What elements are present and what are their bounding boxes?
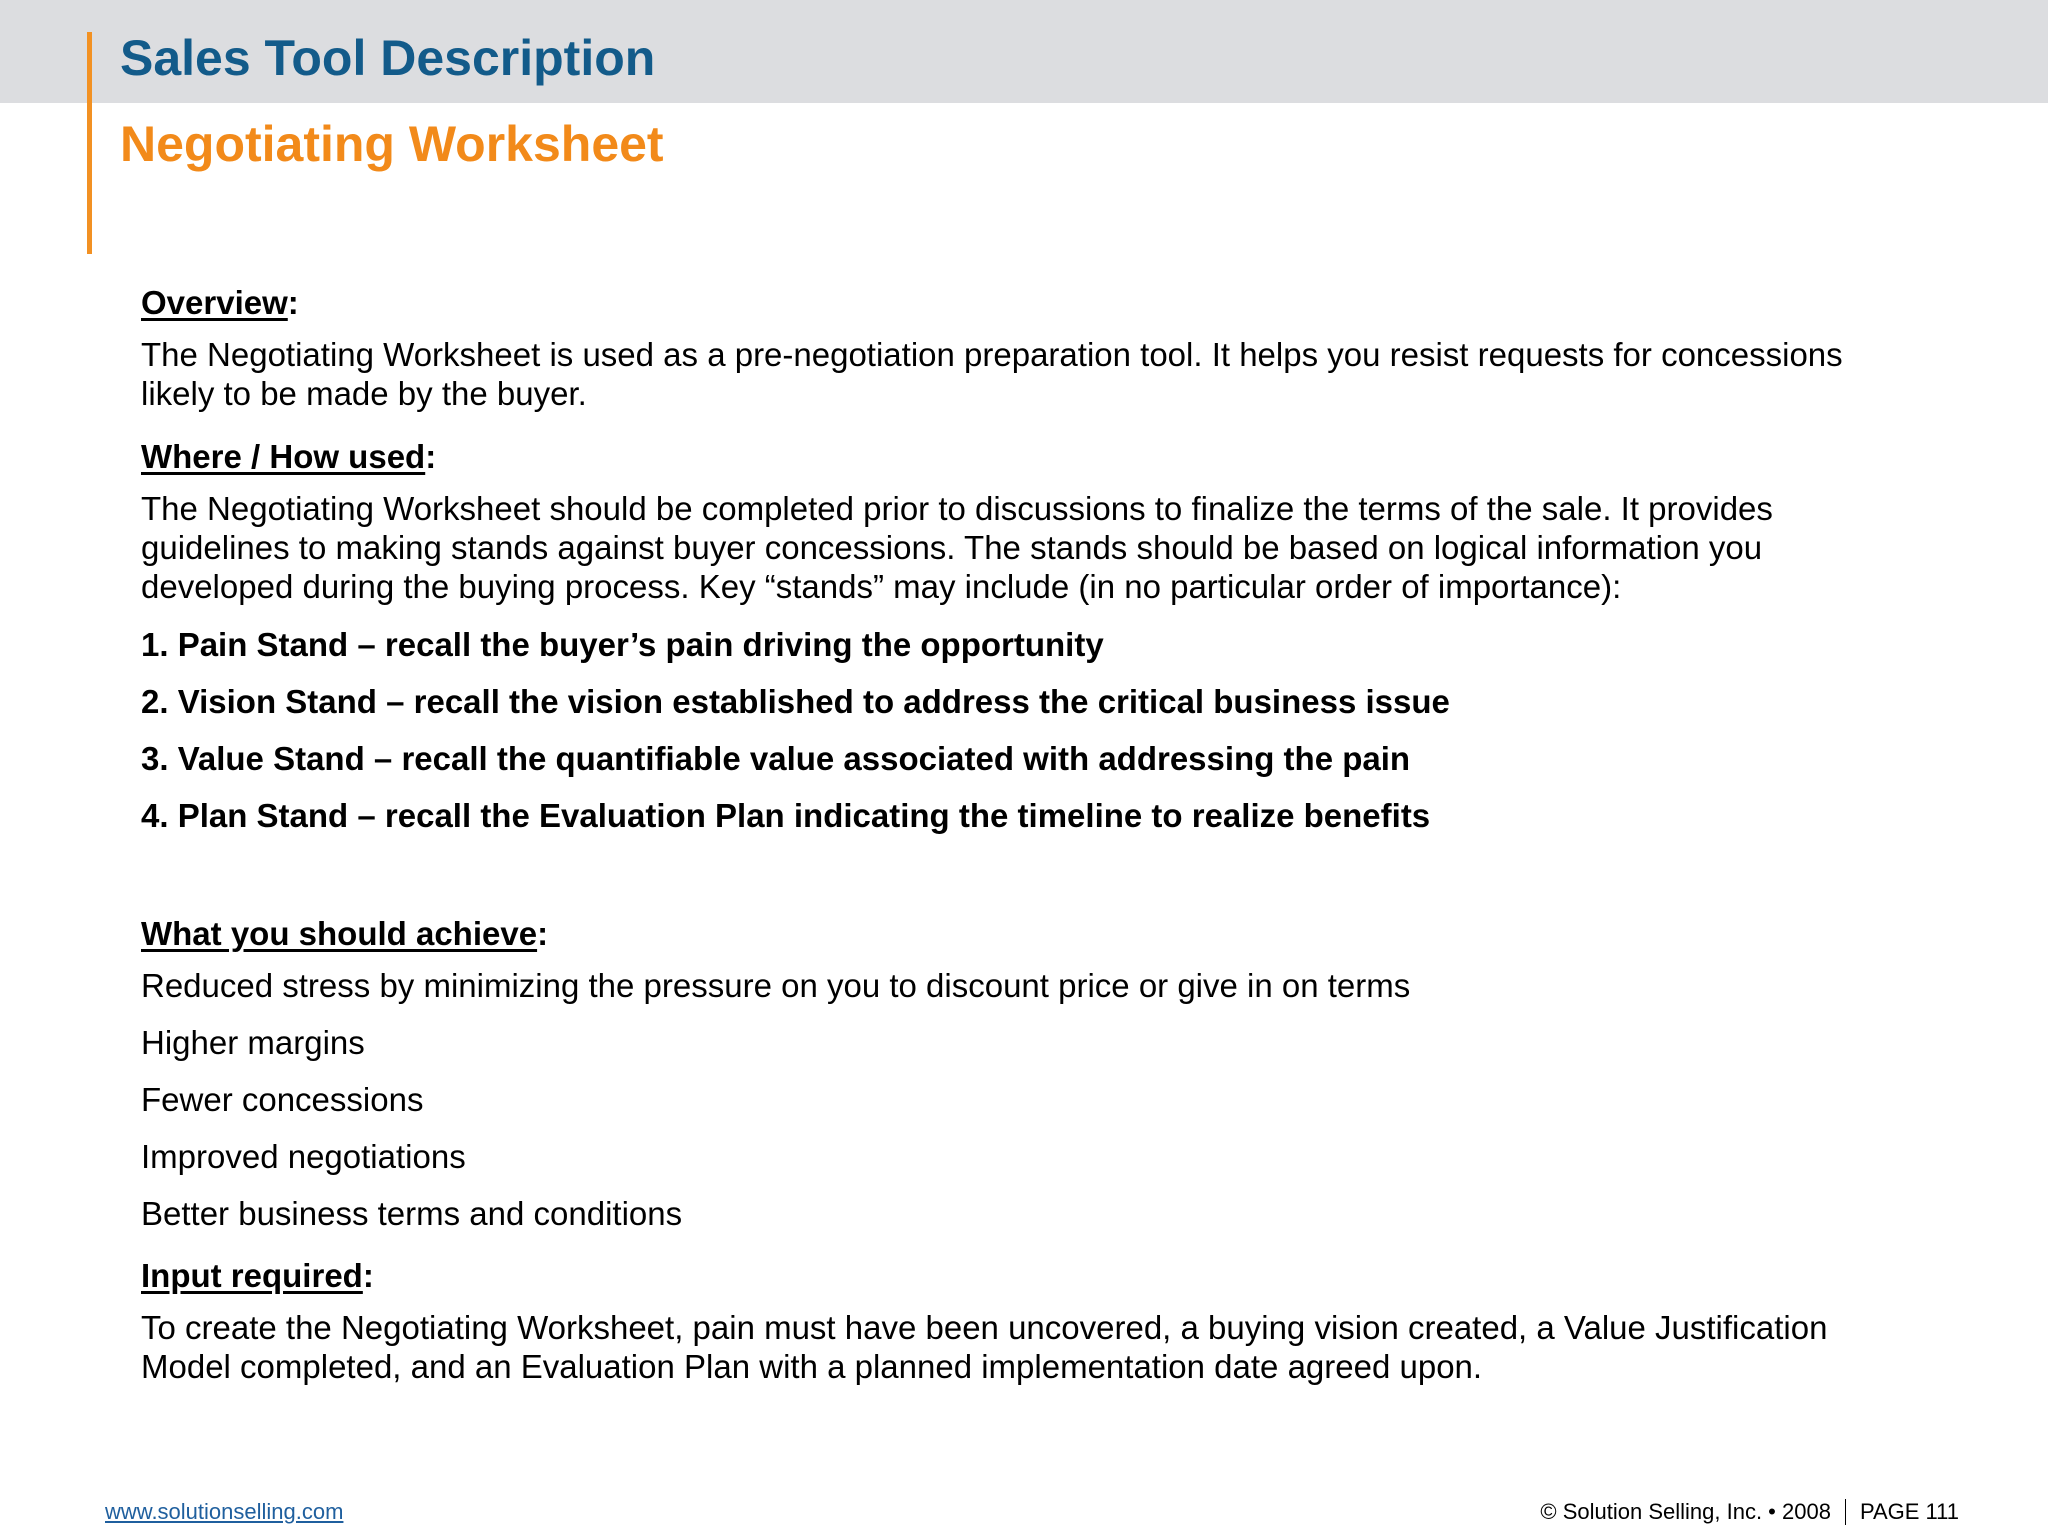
overview-heading-label: Overview xyxy=(141,284,288,321)
stand-item-value: 3. Value Stand – recall the quantifiable value associated with addressing the pain xyxy=(141,740,1411,777)
section-spacer xyxy=(141,853,1921,909)
achieve-item: Better business terms and conditions xyxy=(141,1195,683,1232)
copyright-text: © Solution Selling, Inc. • 2008 xyxy=(1540,1499,1831,1524)
page-number: PAGE 111 xyxy=(1859,1499,1959,1524)
achieve-item: Reduced stress by minimizing the pressure on you to discount price or give in on terms xyxy=(141,967,1411,1004)
where-how-heading-label: Where / How used xyxy=(141,438,426,475)
achieve-heading: What you should achieve: xyxy=(141,915,549,952)
overview-heading: Overview: xyxy=(141,284,299,321)
where-how-heading: Where / How used: xyxy=(141,438,437,475)
header-accent-rule xyxy=(87,32,92,254)
stands-list xyxy=(141,625,1921,835)
website-link[interactable]: www.solutionselling.com xyxy=(105,1499,344,1524)
page-title: Sales Tool Description xyxy=(120,30,656,86)
footer-divider xyxy=(1845,1499,1846,1525)
where-how-text: The Negotiating Worksheet should be completed prior to discussions to finalize the terms of the sale. It provides guidelines to making stands against buyer concessions. The stands should be based on logical information you developed during the buying process. Key “stands” may include (in no particular order of importance): xyxy=(141,490,1773,605)
input-text: To create the Negotiating Worksheet, pain must have been uncovered, a buying vision created, a Value Justification Model completed, and an Evaluation Plan with a planned implementation date agreed upon. xyxy=(141,1309,1828,1385)
stand-item-pain: 1. Pain Stand – recall the buyer’s pain driving the opportunity xyxy=(141,626,1104,663)
achieve-heading-label: What you should achieve xyxy=(141,915,538,952)
achieve-item: Higher margins xyxy=(141,1024,365,1061)
stand-item-vision: 2. Vision Stand – recall the vision established to address the critical business issue xyxy=(141,683,1450,720)
document-body xyxy=(141,278,1921,1405)
input-heading: Input required: xyxy=(141,1257,374,1294)
overview-text: The Negotiating Worksheet is used as a pre-negotiation preparation tool. It helps you resist requests for concessions likely to be made by the buyer. xyxy=(141,336,1843,412)
achieve-item: Improved negotiations xyxy=(141,1138,466,1175)
achieve-item: Fewer concessions xyxy=(141,1081,424,1118)
input-heading-label: Input required xyxy=(141,1257,363,1294)
page-subtitle: Negotiating Worksheet xyxy=(120,116,664,172)
achieve-list xyxy=(141,966,1921,1233)
stand-item-plan: 4. Plan Stand – recall the Evaluation Plan indicating the timeline to realize benefits xyxy=(141,797,1431,834)
footer-info xyxy=(1540,1498,1959,1526)
